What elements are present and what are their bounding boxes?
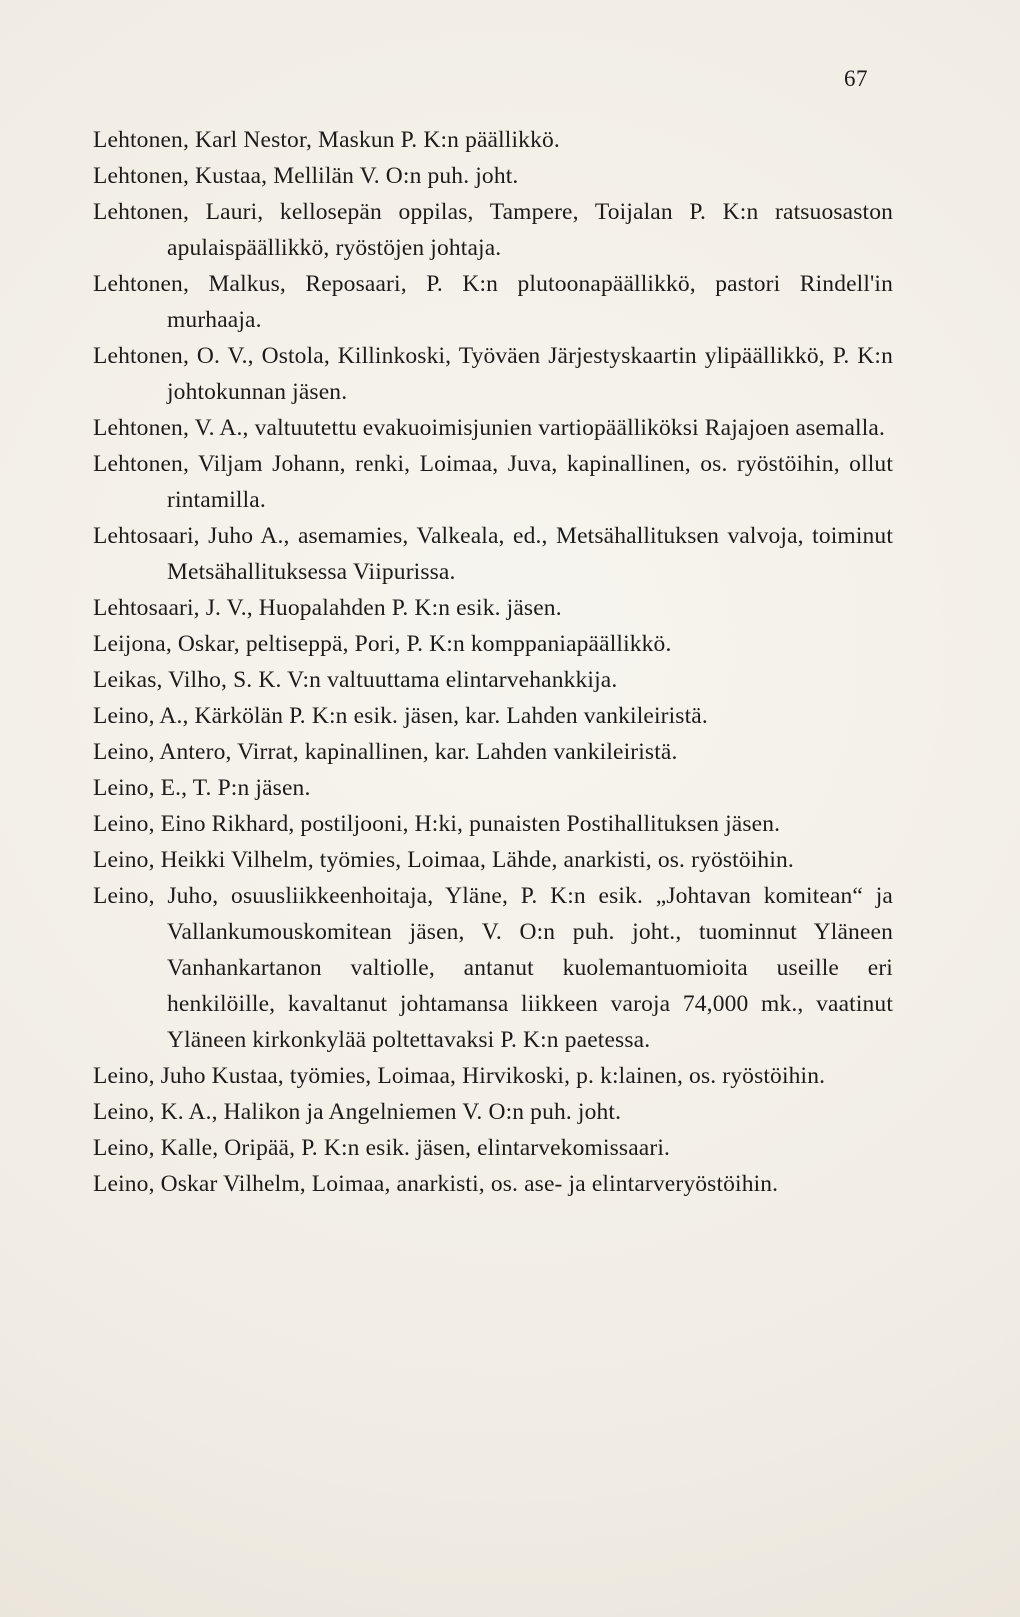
list-item: Leino, Juho, osuusliikkeenhoitaja, Yläne, P. K:n esik. „Johtavan komitean“ ja Vallankumouskomitean jäsen, V. O:n puh. joht., tuominnut Yläneen Vanhankartanon valtiolle, antanut kuolemantuomioita useille eri henkilöille, kavaltanut johtamansa liikkeen varoja 74,000 mk., vaatinut Yläneen kirkonkylää poltettavaksi P. K:n paetessa. (93, 883, 893, 1053)
list-item: Lehtonen, V. A., valtuutettu evakuoimisjunien vartiopäälliköksi Rajajoen asemalla. (93, 415, 885, 441)
list-item: Lehtosaari, Juho A., asemamies, Valkeala, ed., Metsähallituksen valvoja, toiminut Metsähallituksessa Viipurissa. (93, 523, 893, 585)
list-item: Leikas, Vilho, S. K. V:n valtuuttama elintarvehankkija. (93, 667, 618, 693)
list-item: Lehtonen, Viljam Johann, renki, Loimaa, Juva, kapinallinen, os. ryöstöihin, ollut rintamilla. (93, 451, 893, 513)
list-item: Leino, E., T. P:n jäsen. (93, 775, 311, 801)
list-item: Lehtonen, Lauri, kellosepän oppilas, Tampere, Toijalan P. K:n ratsuosaston apulaispäällikkö, ryöstöjen johtaja. (93, 199, 893, 261)
list-item: Leino, A., Kärkölän P. K:n esik. jäsen, kar. Lahden vankileiristä. (93, 703, 708, 729)
list-item: Lehtonen, O. V., Ostola, Killinkoski, Työväen Järjestyskaartin ylipäällikkö, P. K:n johtokunnan jäsen. (93, 343, 893, 405)
list-item: Lehtonen, Karl Nestor, Maskun P. K:n päällikkö. (93, 127, 560, 153)
list-item: Leino, Heikki Vilhelm, työmies, Loimaa, Lähde, anarkisti, os. ryöstöihin. (93, 847, 794, 873)
list-item: Leino, Kalle, Oripää, P. K:n esik. jäsen, elintarvekomissaari. (93, 1135, 671, 1161)
list-item: Leino, Oskar Vilhelm, Loimaa, anarkisti, os. ase- ja elintarveryöstöihin. (93, 1171, 779, 1197)
entry-list (93, 122, 893, 1202)
list-item: Lehtonen, Malkus, Reposaari, P. K:n plutoonapäällikkö, pastori Rindell'in murhaaja. (93, 271, 893, 333)
list-item: Leino, Juho Kustaa, työmies, Loimaa, Hirvikoski, p. k:lainen, os. ryöstöihin. (93, 1063, 826, 1089)
list-item: Leino, K. A., Halikon ja Angelniemen V. O:n puh. joht. (93, 1099, 622, 1125)
list-item: Leino, Antero, Virrat, kapinallinen, kar. Lahden vankileiristä. (93, 739, 678, 765)
page-number: 67 (844, 66, 868, 91)
list-item: Lehtonen, Kustaa, Mellilän V. O:n puh. joht. (93, 163, 519, 189)
list-item: Leino, Eino Rikhard, postiljooni, H:ki, punaisten Postihallituksen jäsen. (93, 811, 781, 837)
list-item: Lehtosaari, J. V., Huopalahden P. K:n esik. jäsen. (93, 595, 562, 621)
list-item: Leijona, Oskar, peltiseppä, Pori, P. K:n komppaniapäällikkö. (93, 631, 672, 657)
